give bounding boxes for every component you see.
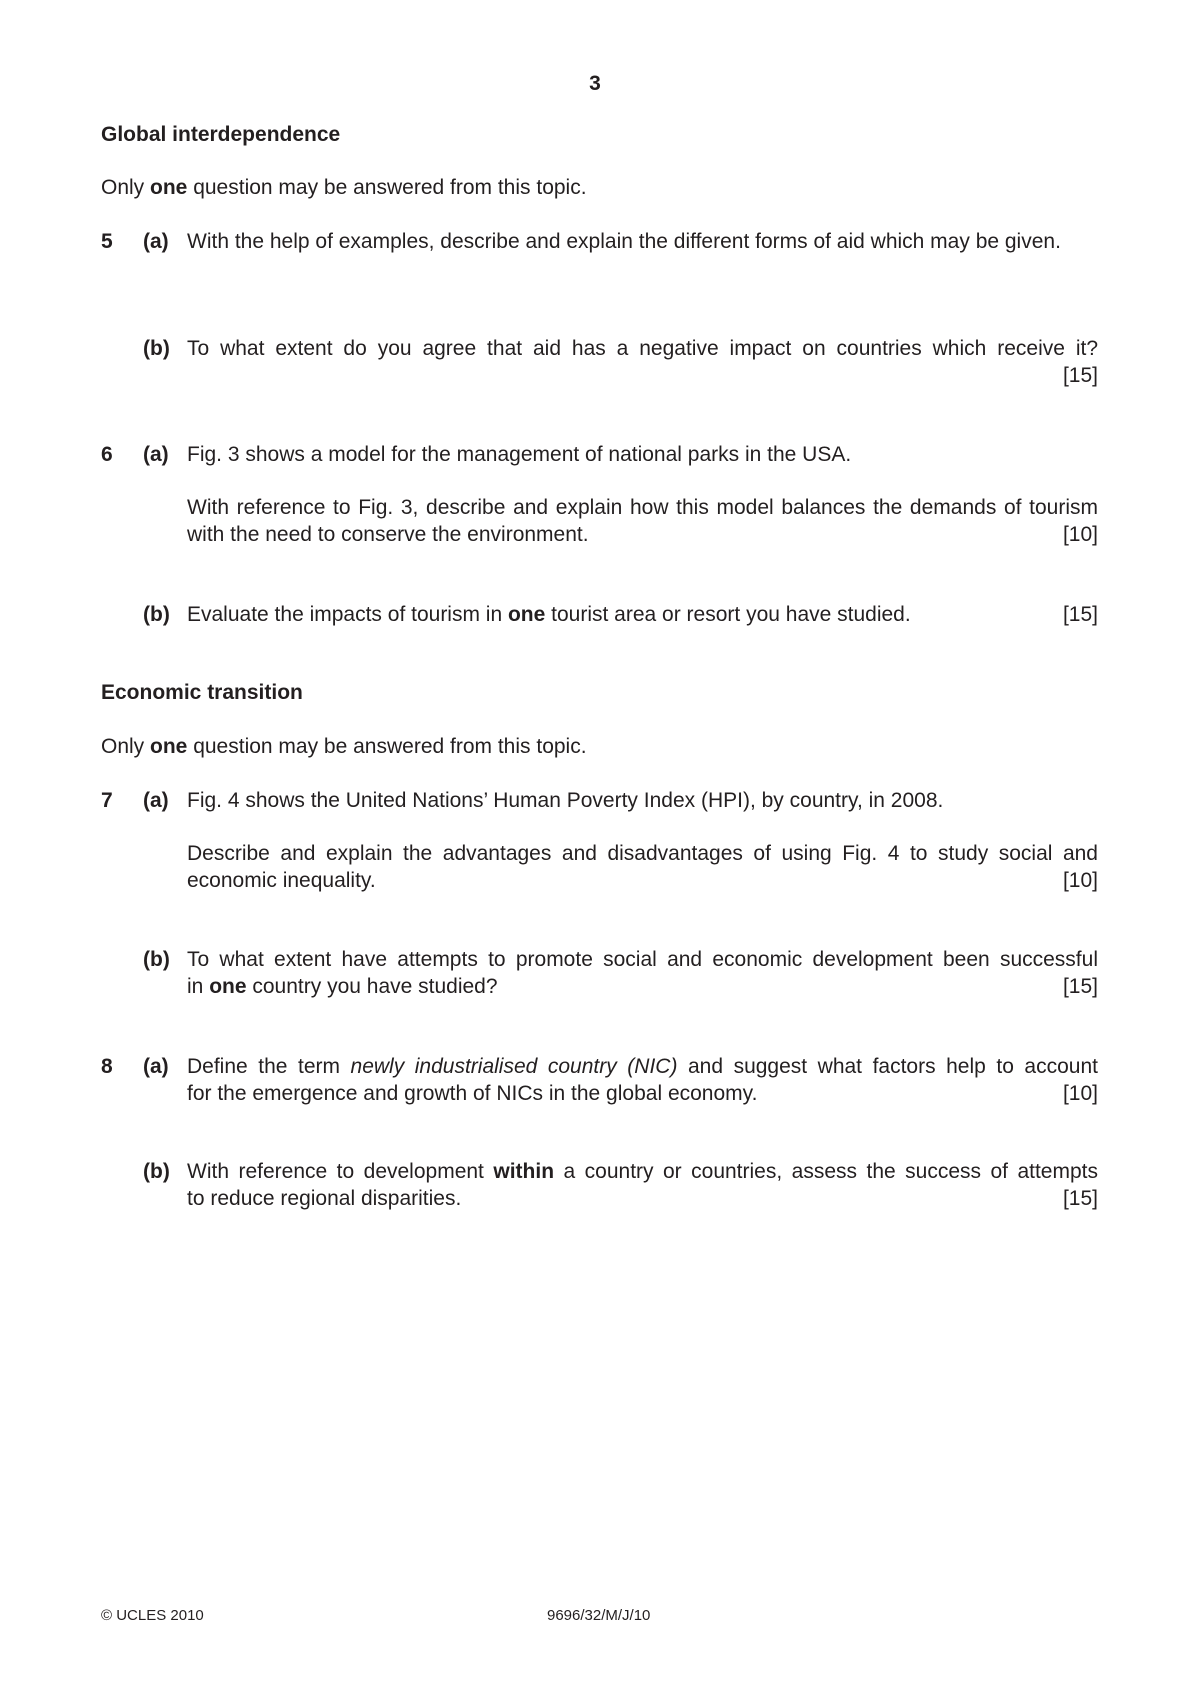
mark-6b: [15] (1062, 603, 1098, 626)
part-label-7a: (a) (143, 789, 169, 812)
question-number-6: 6 (101, 443, 113, 466)
question-5a-text: With the help of examples, describe and explain the different forms of aid which may be given. (187, 230, 1061, 253)
page-number: 3 (589, 72, 601, 95)
question-number-7: 7 (101, 789, 113, 812)
mark-5b: [15] (1062, 364, 1098, 387)
part-label-5b: (b) (143, 337, 170, 360)
question-number-5: 5 (101, 230, 113, 253)
question-6a-text: With reference to Fig. 3, describe and explain how this model balances the demands of tourism with the need to conserve the environment. [10] (187, 496, 1098, 546)
question-6b-text: Evaluate the impacts of tourism in one tourist area or resort you have studied. [15] (187, 603, 1098, 626)
mark-7a: [10] (1062, 869, 1098, 892)
footer-paper-code: 9696/32/M/J/10 (547, 1607, 651, 1624)
part-label-5a: (a) (143, 230, 169, 253)
section-heading-global-interdependence: Global interdependence (101, 123, 341, 146)
question-number-8: 8 (101, 1055, 113, 1078)
part-label-6a: (a) (143, 443, 169, 466)
question-6a-intro: Fig. 3 shows a model for the management of national parks in the USA. (187, 443, 852, 466)
question-7a-text: Describe and explain the advantages and disadvantages of using Fig. 4 to study social and economic inequality. [10] (187, 842, 1098, 892)
question-8a-text: Define the term newly industrialised country (NIC) and suggest what factors help to account for the emergence and growth of NICs in the global economy. [10] (187, 1055, 1098, 1105)
question-7a-intro: Fig. 4 shows the United Nations’ Human Poverty Index (HPI), by country, in 2008. (187, 789, 944, 812)
question-5b-text: To what extent do you agree that aid has a negative impact on countries which receive it? [15] (187, 337, 1098, 387)
mark-8b: [15] (1062, 1187, 1098, 1210)
part-label-8b: (b) (143, 1160, 170, 1183)
part-label-6b: (b) (143, 603, 170, 626)
section-intro: Only one question may be answered from this topic. (101, 735, 587, 758)
part-label-8a: (a) (143, 1055, 169, 1078)
part-label-7b: (b) (143, 948, 170, 971)
section-heading-economic-transition: Economic transition (101, 681, 303, 704)
section-intro: Only one question may be answered from this topic. (101, 176, 587, 199)
mark-6a: [10] (1062, 523, 1098, 546)
question-8b-text: With reference to development within a country or countries, assess the success of attempts to reduce regional disparities. [15] (187, 1160, 1098, 1210)
footer-copyright: © UCLES 2010 (101, 1607, 204, 1624)
mark-8a: [10] (1062, 1082, 1098, 1105)
question-7b-text: To what extent have attempts to promote social and economic development been successful in one country you have studied? [15] (187, 948, 1098, 998)
mark-7b: [15] (1062, 975, 1098, 998)
